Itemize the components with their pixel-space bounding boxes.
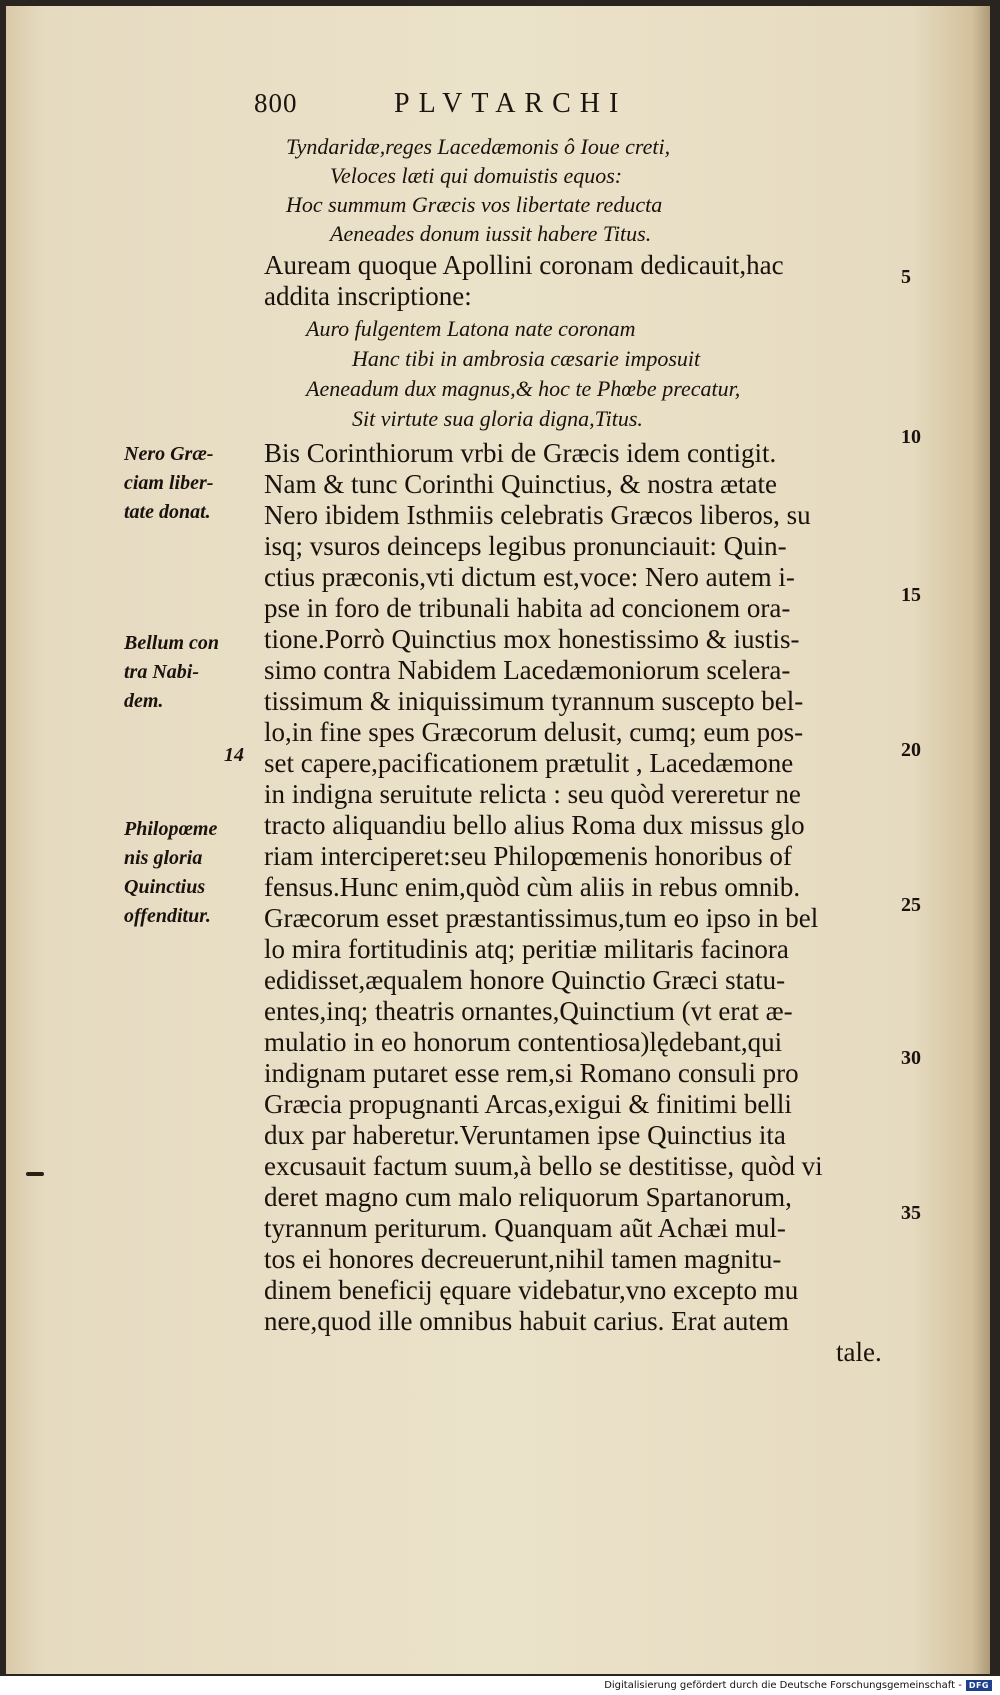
margin-note-line: ciam liber- (124, 472, 214, 494)
prose-line: riam interciperet:seu Philopœmenis honoribus of (264, 841, 792, 871)
prose-line: simo contra Nabidem Lacedæmoniorum scelera- (264, 655, 791, 685)
page-number: 800 (254, 88, 298, 118)
prose-line: set capere,pacificationem prætulit , Lacedæmone (264, 748, 794, 778)
prose-line: Græcorum esset præstantissimus,tum eo ipso in bel (264, 903, 819, 933)
prose-line: in indigna seruitute relicta : seu quòd vereretur ne (264, 779, 801, 809)
verse-line: Hoc summum Græcis vos libertate reducta (286, 192, 663, 217)
verse-line: Aeneades donum iussit habere Titus. (330, 221, 652, 246)
prose-line: ctius præconis,vti dictum est,voce: Nero autem i- (264, 562, 795, 592)
prose-line: tione.Porrò Quinctius mox honestissimo & iustis- (264, 624, 800, 654)
prose-line: fensus.Hunc enim,quòd cùm aliis in rebus omnib. (264, 872, 801, 902)
prose-line: dinem beneficij ęquare videbatur,vno excepto mu (264, 1275, 799, 1305)
pointing-hand-mark (26, 1172, 44, 1176)
prose-line: lo,in fine spes Græcorum delusit, cumq; eum pos- (264, 717, 804, 747)
prose-line: excusauit factum suum,à bello se destitisse, quòd vi (264, 1151, 823, 1181)
prose-line: tissimum & iniquissimum tyrannum suscepto bel- (264, 686, 804, 716)
digitization-credit (604, 1677, 992, 1693)
verse-line: Tyndaridæ,reges Lacedæmonis ô Ioue creti, (286, 134, 671, 159)
prose-line: tracto aliquandiu bello alius Roma dux missus glo (264, 810, 805, 840)
verse-line: Auro fulgentem Latona nate coronam (306, 316, 636, 341)
line-number: 25 (901, 894, 921, 916)
catchword: tale. (836, 1337, 882, 1367)
margin-note-line: Philopœme (124, 818, 218, 840)
margin-note-line: nis gloria (124, 847, 203, 869)
verse-line: Hanc tibi in ambrosia cæsarie imposuit (352, 346, 701, 371)
prose-line: tyrannum periturum. Quanquam aũt Achæi mul- (264, 1213, 786, 1243)
book-page (6, 6, 990, 1674)
margin-note-line: offenditur. (124, 905, 211, 927)
prose-line: Bis Corinthiorum vrbi de Græcis idem contigit. (264, 438, 777, 468)
margin-note-number: 14 (224, 744, 244, 766)
line-number: 5 (901, 266, 911, 288)
line-number: 35 (901, 1202, 921, 1224)
margin-note-line: Bellum con (124, 632, 220, 654)
page-edge-shadow (972, 6, 990, 1674)
prose-line: isq; vsuros deinceps legibus pronunciauit: Quin- (264, 531, 787, 561)
prose-line: dux par haberetur.Veruntamen ipse Quinctius ita (264, 1120, 786, 1150)
prose-line: addita inscriptione: (264, 281, 472, 311)
line-number: 15 (901, 584, 921, 606)
verse-line: Veloces læti qui domuistis equos: (330, 163, 623, 188)
verse-line: Aeneadum dux magnus,& hoc te Phœbe precatur, (306, 376, 741, 401)
prose-line: Nero ibidem Isthmiis celebratis Græcos liberos, su (264, 500, 811, 530)
prose-line: edidisset,æqualem honore Quinctio Græci statu- (264, 965, 786, 995)
margin-note-line: tate donat. (124, 501, 211, 523)
prose-line: deret magno cum malo reliquorum Spartanorum, (264, 1182, 792, 1212)
line-number: 20 (901, 739, 921, 761)
running-head: PLVTARCHI (394, 88, 628, 119)
prose-line: Auream quoque Apollini coronam dedicauit,hac (264, 250, 784, 280)
line-number: 10 (901, 426, 921, 448)
verse-line: Sit virtute sua gloria digna,Titus. (352, 406, 643, 431)
line-number: 30 (901, 1047, 921, 1069)
prose-line: tos ei honores decreuerunt,nihil tamen magnitu- (264, 1244, 782, 1274)
prose-line: Græcia propugnanti Arcas,exigui & finitimi belli (264, 1089, 792, 1119)
prose-line: indignam putaret esse rem,si Romano consuli pro (264, 1058, 799, 1088)
prose-line: lo mira fortitudinis atq; peritiæ militaris facinora (264, 934, 789, 964)
prose-line: entes,inq; theatris ornantes,Quinctium (vt erat æ- (264, 996, 793, 1026)
margin-note-line: Quinctius (124, 876, 206, 898)
margin-note-line: dem. (124, 690, 164, 712)
prose-line: Nam & tunc Corinthi Quinctius, & nostra ætate (264, 469, 777, 499)
prose-line: pse in foro de tribunali habita ad concionem ora- (264, 593, 791, 623)
prose-line: mulatio in eo honorum contentiosa)lędebant,qui (264, 1027, 783, 1057)
margin-note-line: tra Nabi- (124, 661, 199, 683)
page-header (254, 88, 724, 128)
margin-note-line: Nero Græ- (124, 443, 214, 465)
dfg-logo: DFG (966, 1680, 992, 1691)
prose-line: nere,quod ille omnibus habuit carius. Erat autem (264, 1306, 789, 1336)
credit-text: Digitalisierung gefördert durch die Deutsche Forschungsgemeinschaft - (604, 1679, 962, 1691)
